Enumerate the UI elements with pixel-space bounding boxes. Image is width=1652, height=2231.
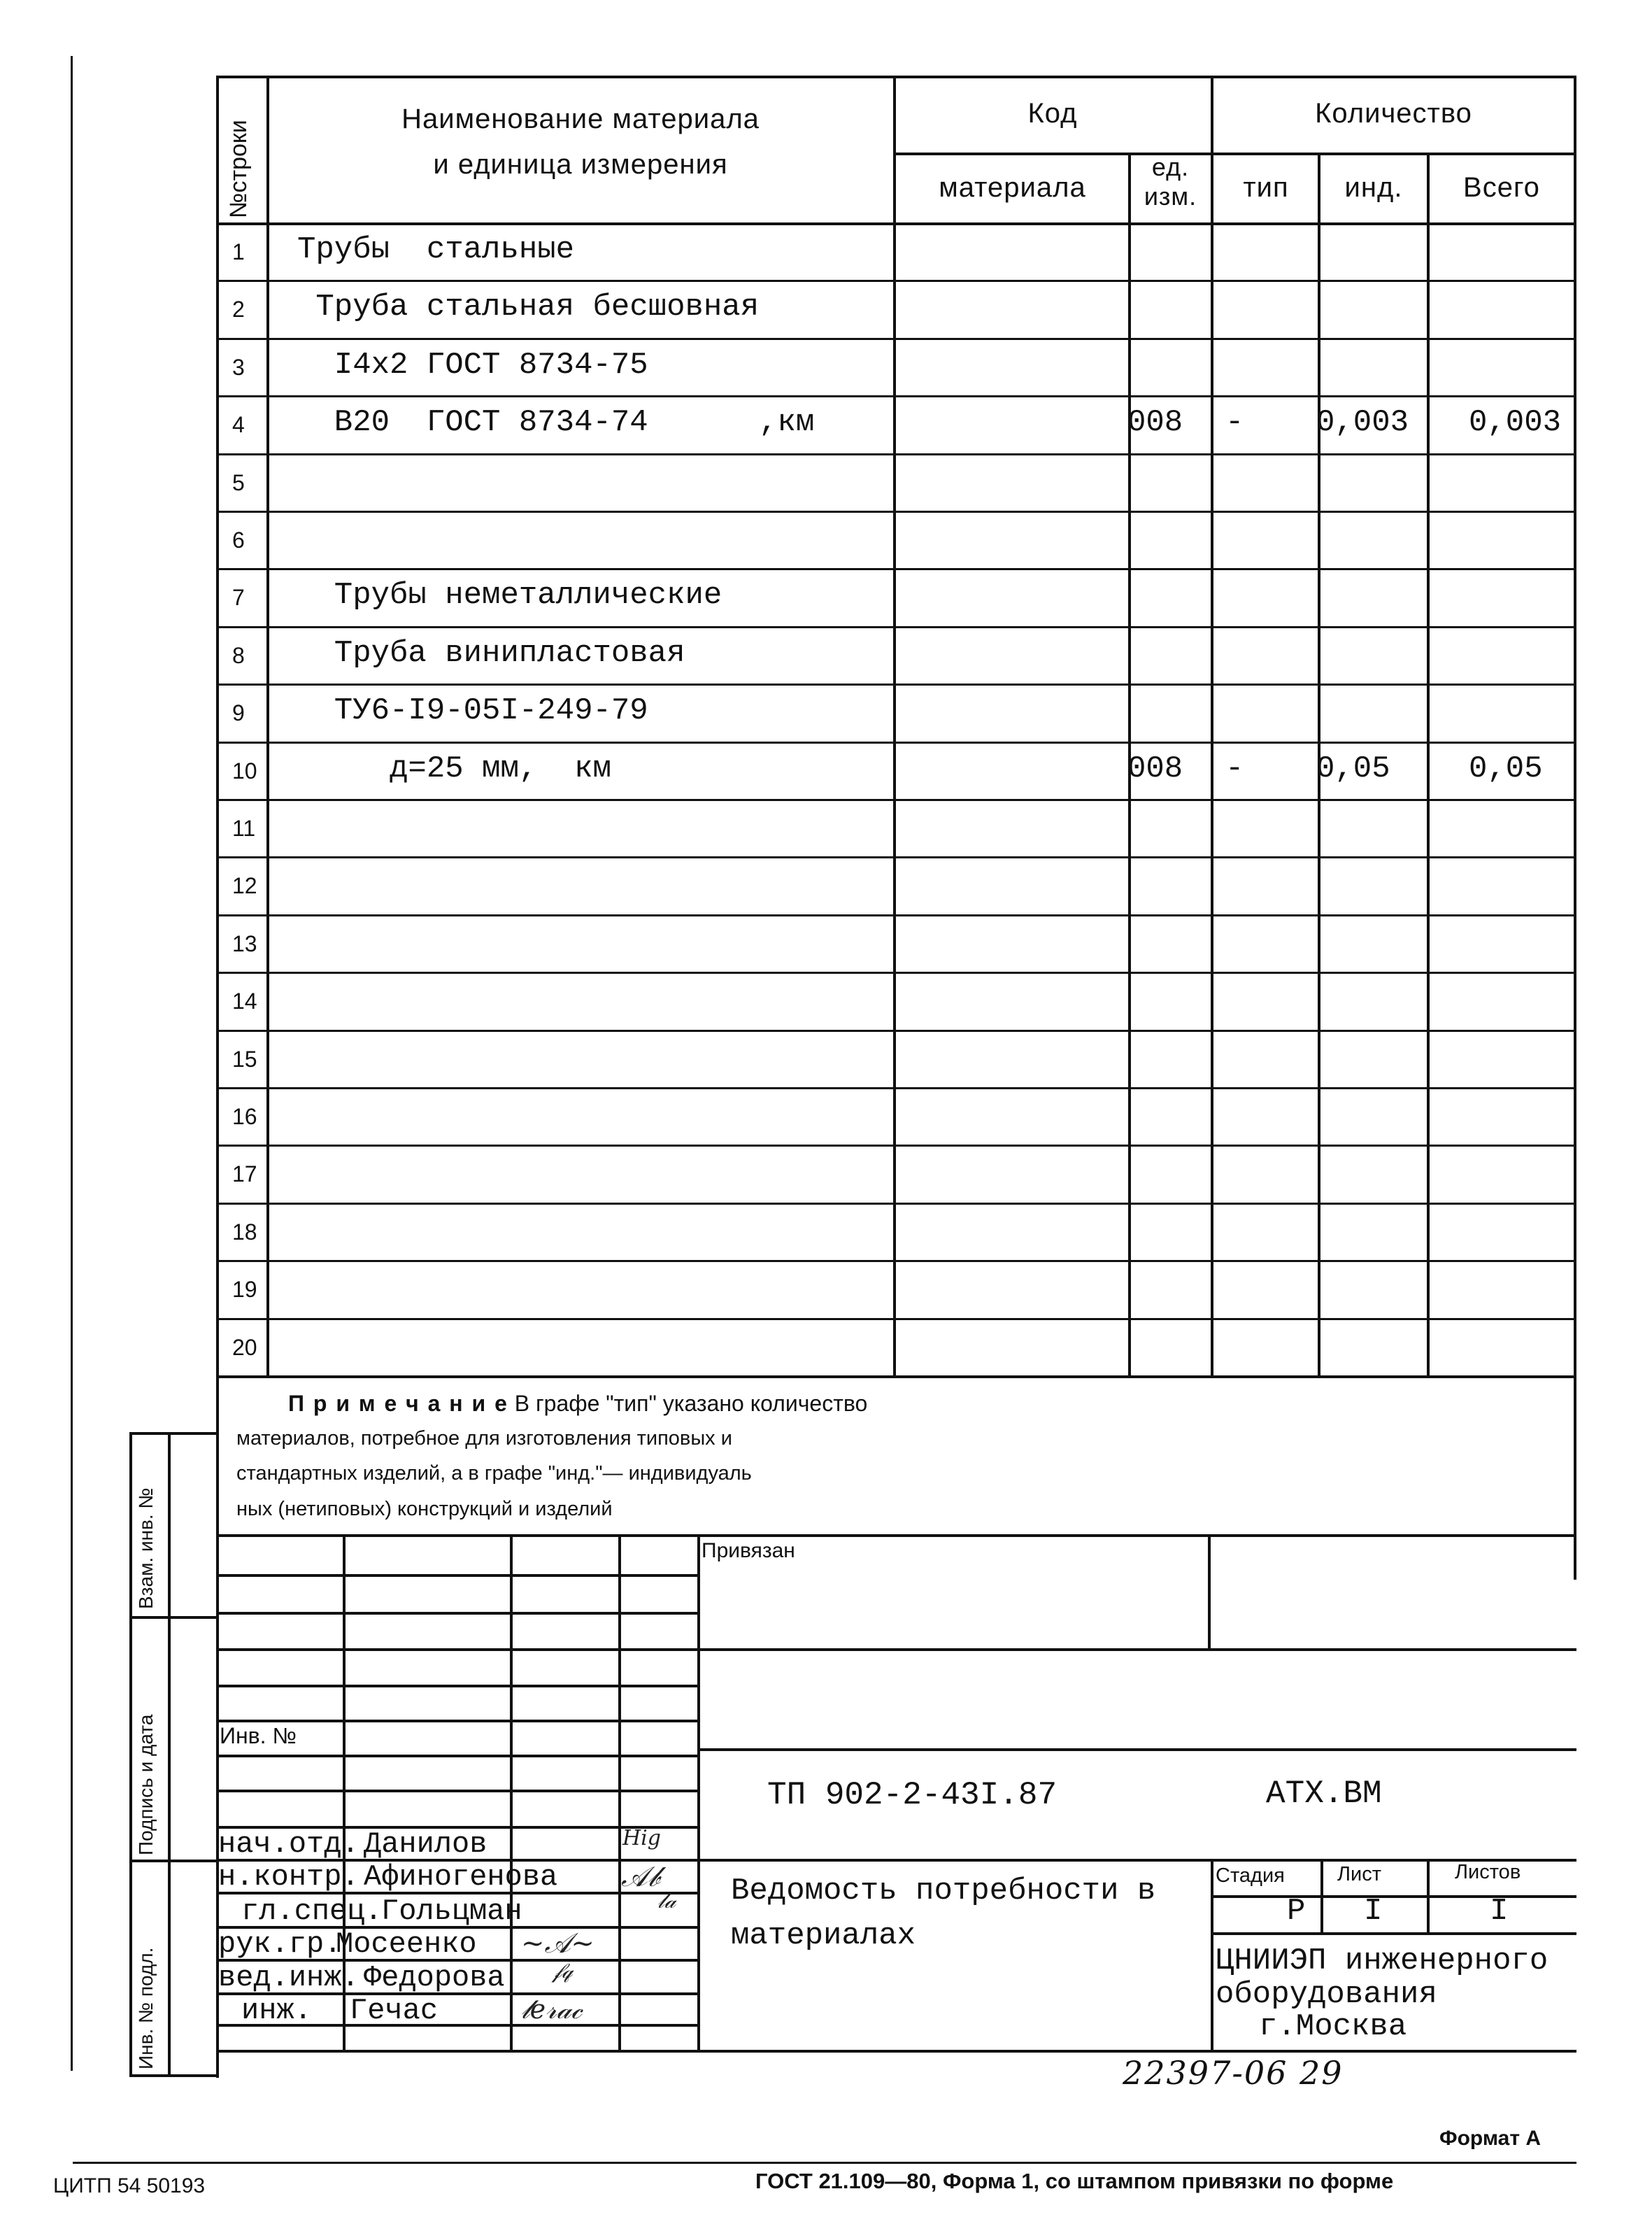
- signature-mark: 𝓁𝑒𝓇𝒶𝒸: [521, 1994, 583, 2025]
- row-name: Трубы неметаллические: [297, 578, 722, 613]
- row-n: 12: [232, 873, 257, 898]
- row-n: 2: [232, 297, 245, 322]
- sheet-value: I: [1364, 1894, 1383, 1929]
- row-unit: 008: [1127, 751, 1183, 786]
- row-n: 19: [232, 1277, 257, 1302]
- person-role: гл.спец.: [241, 1894, 383, 1928]
- stage-value: Р: [1287, 1894, 1306, 1929]
- header-name-line2: и единица измерения: [433, 149, 728, 180]
- row-name: Труба винипластовая: [297, 636, 685, 671]
- row-n: 9: [232, 700, 245, 725]
- row-n: 18: [232, 1219, 257, 1245]
- row-n: 17: [232, 1161, 257, 1187]
- row-name: Труба стальная бесшовная: [297, 290, 760, 325]
- row-type: -: [1225, 405, 1244, 440]
- header-material: материала: [939, 172, 1086, 203]
- signature-mark: 𝒻𝓆: [553, 1959, 573, 1983]
- footer-gost: ГОСТ 21.109—80, Форма 1, со штампом привязки по форме: [755, 2169, 1394, 2193]
- signature-mark: ~𝒜~: [521, 1927, 594, 1960]
- header-ind: инд.: [1344, 172, 1403, 203]
- row-total: 0,003: [1469, 405, 1562, 440]
- side-podpis: Подпись и дата: [135, 1714, 157, 1855]
- row-n: 14: [232, 989, 257, 1014]
- person-name: Федорова: [364, 1961, 505, 1995]
- doc-title-line2: материалах: [731, 1918, 916, 1953]
- row-n: 1: [232, 239, 245, 264]
- row-type: -: [1225, 751, 1244, 786]
- person-role: инж.: [241, 1994, 312, 2027]
- org-line2: оборудования: [1216, 1977, 1437, 2012]
- header-total: Всего: [1463, 172, 1540, 203]
- person-name: Гечас: [350, 1994, 439, 2027]
- note-title: П р и м е ч а н и е: [288, 1391, 508, 1416]
- row-name: B20 ГОСТ 8734-74 ,км: [297, 405, 815, 440]
- row-n: 8: [232, 643, 245, 668]
- row-n: 5: [232, 470, 245, 495]
- header-type: тип: [1243, 172, 1289, 203]
- note-line2: материалов, потребное для изготовления типовых и: [236, 1427, 732, 1450]
- doc-code: ТП 902-2-43I.87: [767, 1777, 1058, 1813]
- row-name: ТУ6-I9-05I-249-79: [297, 693, 648, 728]
- format-label: Формат А: [1439, 2127, 1541, 2150]
- header-rownum: №строки: [225, 120, 252, 218]
- signature-mark: 𝒜𝒷: [621, 1861, 660, 1893]
- row-n: 15: [232, 1047, 257, 1072]
- person-role: нач.отд.: [218, 1827, 359, 1861]
- side-vzam: Взам. инв. №: [135, 1487, 157, 1609]
- header-quantity: Количество: [1315, 98, 1472, 129]
- header-unit-line2: изм.: [1144, 182, 1197, 211]
- doc-mark: АТХ.ВМ: [1266, 1776, 1382, 1812]
- archive-number: 22397-06 29: [1123, 2054, 1344, 2092]
- note-line3: стандартных изделий, а в графе "инд."— индивидуаль: [236, 1462, 752, 1485]
- row-ind: 0,003: [1316, 405, 1409, 440]
- note-line1: В графе "тип" указано количество: [508, 1391, 868, 1416]
- row-n: 11: [232, 816, 256, 841]
- header-unit-line1: ед.: [1151, 153, 1190, 181]
- row-n: 6: [232, 527, 245, 553]
- footer-rule: [73, 2162, 1576, 2164]
- org-line3: г.Москва: [1259, 2009, 1407, 2044]
- row-name: I4x2 ГОСТ 8734-75: [297, 348, 648, 383]
- row-name: Трубы стальные: [297, 232, 575, 267]
- sheet-label: Лист: [1337, 1863, 1382, 1885]
- person-name: Мосеенко: [336, 1927, 477, 1961]
- row-ind: 0,05: [1316, 751, 1390, 786]
- row-total: 0,05: [1469, 751, 1543, 786]
- signature-mark: Hig: [622, 1826, 661, 1850]
- inv-no-label: Инв. №: [220, 1723, 297, 1748]
- row-n: 3: [232, 355, 245, 380]
- person-role: н.контр.: [218, 1860, 359, 1894]
- header-name-line1: Наименование материала: [401, 104, 760, 134]
- person-role: вед.инж.: [218, 1961, 359, 1995]
- org-line1: ЦНИИЭП инженерного: [1216, 1943, 1548, 1978]
- row-n: 10: [232, 758, 257, 784]
- row-name: д=25 мм, км: [297, 751, 611, 786]
- side-inv-podl: Инв. № подл.: [135, 1947, 157, 2069]
- row-n: 20: [232, 1335, 257, 1360]
- signature-mark: 𝓁𝒶: [657, 1889, 676, 1913]
- sheets-label: Листов: [1455, 1861, 1521, 1883]
- row-n: 16: [232, 1104, 257, 1129]
- doc-title-line1: Ведомость потребности в: [731, 1874, 1156, 1908]
- row-unit: 008: [1127, 405, 1183, 440]
- person-name: Афиногенова: [364, 1860, 558, 1894]
- row-n: 4: [232, 412, 245, 437]
- row-n: 7: [232, 585, 245, 610]
- row-n: 13: [232, 931, 257, 956]
- note-line4: ных (нетиповых) конструкций и изделий: [236, 1498, 613, 1520]
- privyazan-label: Привязан: [702, 1539, 795, 1562]
- sheets-value: I: [1490, 1894, 1509, 1929]
- person-name: Гольцман: [381, 1894, 522, 1928]
- margin-line: [71, 56, 73, 2071]
- person-role: рук.гр.: [218, 1927, 342, 1961]
- person-name: Данилов: [364, 1827, 487, 1861]
- header-code: Код: [1027, 98, 1078, 129]
- stage-label: Стадия: [1216, 1864, 1285, 1887]
- footer-left-code: ЦИТП 54 50193: [53, 2174, 206, 2197]
